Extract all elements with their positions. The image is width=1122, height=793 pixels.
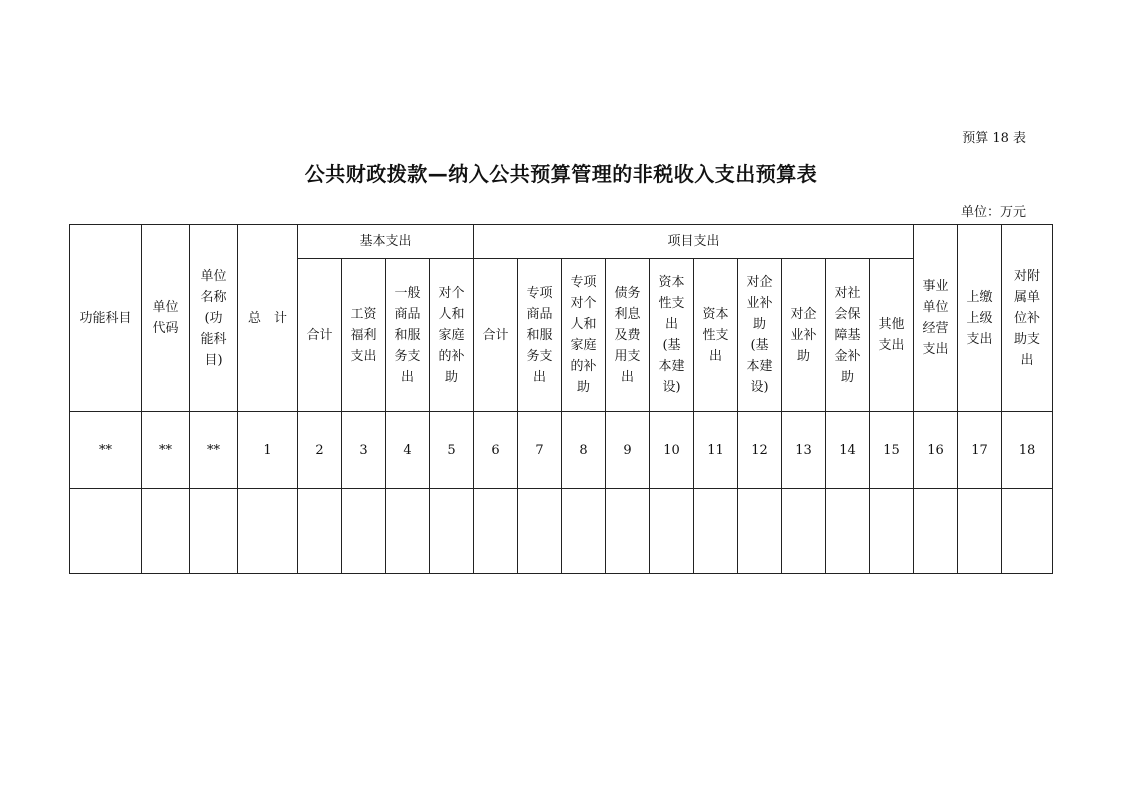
table-cell: 6 bbox=[474, 412, 518, 489]
table-cell[interactable] bbox=[1002, 489, 1053, 574]
table-cell[interactable] bbox=[238, 489, 298, 574]
header-basic-sum: 合计 bbox=[298, 259, 342, 412]
header-proj-subsidy: 专项对个人和家庭的补助 bbox=[562, 259, 606, 412]
header-proj-debt: 债务利息及费用支出 bbox=[606, 259, 650, 412]
header-affiliated: 对附属单位补助支出 bbox=[1002, 225, 1053, 412]
table-cell: 12 bbox=[738, 412, 782, 489]
table-cell[interactable] bbox=[606, 489, 650, 574]
table-cell: 3 bbox=[342, 412, 386, 489]
table-cell: 11 bbox=[694, 412, 738, 489]
table-cell[interactable] bbox=[870, 489, 914, 574]
header-proj-capital: 资本性支出 bbox=[694, 259, 738, 412]
table-cell[interactable] bbox=[782, 489, 826, 574]
table-cell: 7 bbox=[518, 412, 562, 489]
table-cell[interactable] bbox=[562, 489, 606, 574]
table-cell[interactable] bbox=[190, 489, 238, 574]
table-row bbox=[70, 412, 1053, 489]
table-cell: 9 bbox=[606, 412, 650, 489]
table-cell[interactable] bbox=[298, 489, 342, 574]
table-cell: ** bbox=[142, 412, 190, 489]
header-basic-wage: 工资福利支出 bbox=[342, 259, 386, 412]
header-unit-code: 单位代码 bbox=[142, 225, 190, 412]
header-proj-social: 对社会保障基金补助 bbox=[826, 259, 870, 412]
table-cell: 16 bbox=[914, 412, 958, 489]
header-proj-enterprise-build: 对企业补助(基本建设) bbox=[738, 259, 782, 412]
table-cell: 13 bbox=[782, 412, 826, 489]
header-inst-operating: 事业单位经营支出 bbox=[914, 225, 958, 412]
table-cell: 10 bbox=[650, 412, 694, 489]
header-proj-sum: 合计 bbox=[474, 259, 518, 412]
form-number: 预算 18 表 bbox=[962, 131, 1026, 146]
table-cell[interactable] bbox=[474, 489, 518, 574]
header-basic-goods: 一般商品和服务支出 bbox=[386, 259, 430, 412]
table-cell[interactable] bbox=[386, 489, 430, 574]
header-proj-other: 其他支出 bbox=[870, 259, 914, 412]
table-cell: ** bbox=[70, 412, 142, 489]
header-proj-enterprise: 对企业补助 bbox=[782, 259, 826, 412]
table-cell: 2 bbox=[298, 412, 342, 489]
header-unit-name: 单位名称(功能科目) bbox=[190, 225, 238, 412]
table-cell: 4 bbox=[386, 412, 430, 489]
header-higher-payment: 上缴上级支出 bbox=[958, 225, 1002, 412]
table-cell: 18 bbox=[1002, 412, 1053, 489]
table-cell: 8 bbox=[562, 412, 606, 489]
table-cell[interactable] bbox=[914, 489, 958, 574]
table-cell[interactable] bbox=[70, 489, 142, 574]
table-cell[interactable] bbox=[142, 489, 190, 574]
table-cell: 14 bbox=[826, 412, 870, 489]
header-basic-subsidy: 对个人和家庭的补助 bbox=[430, 259, 474, 412]
header-project-group: 项目支出 bbox=[474, 225, 914, 259]
table-cell[interactable] bbox=[650, 489, 694, 574]
table-cell[interactable] bbox=[430, 489, 474, 574]
header-proj-goods: 专项商品和服务支出 bbox=[518, 259, 562, 412]
table-cell: 15 bbox=[870, 412, 914, 489]
header-proj-capital-build: 资本性支出(基本建设) bbox=[650, 259, 694, 412]
header-basic-group: 基本支出 bbox=[298, 225, 474, 259]
table-cell[interactable] bbox=[958, 489, 1002, 574]
table-cell[interactable] bbox=[342, 489, 386, 574]
table-row bbox=[70, 489, 1053, 574]
table-cell[interactable] bbox=[518, 489, 562, 574]
table-cell: 17 bbox=[958, 412, 1002, 489]
budget-table bbox=[69, 224, 1053, 574]
header-total: 总 计 bbox=[238, 225, 298, 412]
header-func-subject: 功能科目 bbox=[70, 225, 142, 412]
unit-label: 单位：万元 bbox=[960, 205, 1026, 220]
table-cell[interactable] bbox=[694, 489, 738, 574]
table-cell[interactable] bbox=[826, 489, 870, 574]
page-title: 公共财政拨款—纳入公共预算管理的非税收入支出预算表 bbox=[304, 162, 818, 186]
table-cell: 1 bbox=[238, 412, 298, 489]
table-cell[interactable] bbox=[738, 489, 782, 574]
table-cell: ** bbox=[190, 412, 238, 489]
table-cell: 5 bbox=[430, 412, 474, 489]
